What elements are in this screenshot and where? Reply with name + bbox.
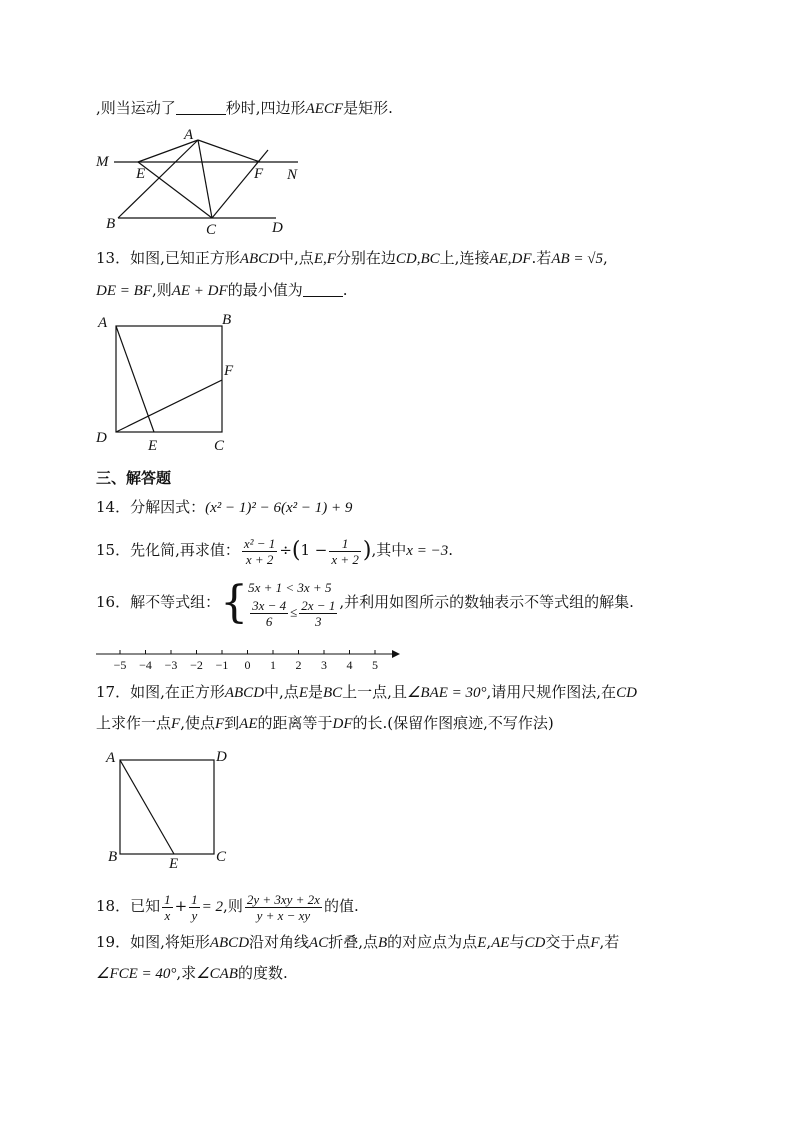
q18-fraction-y (189, 892, 200, 923)
q13-eq-ab: AB = √5 (551, 251, 603, 267)
q18-tail: 的值. (323, 897, 359, 915)
number-line-tick-label: −2 (190, 658, 203, 672)
fig17-label-e: E (169, 856, 179, 872)
figure-q13 (92, 306, 242, 458)
q13-square: ABCD (239, 251, 280, 267)
q19-segment-ae: AE (491, 935, 510, 951)
fig12-label-e: E (136, 166, 146, 182)
q19-text-d: 的对应点为点 (387, 933, 478, 951)
q12-prefix: ,则当运动了 (96, 99, 176, 117)
q15-paren-open: ( (291, 538, 301, 563)
q17-line-1 (96, 682, 637, 703)
q16-inequality-2 (248, 598, 339, 629)
number-line-tick-label: −5 (113, 658, 127, 672)
q17-text-a: 17．如图,在正方形 (96, 683, 225, 701)
number-line-tick-label: 4 (346, 658, 353, 672)
q17-point-f: F (171, 716, 181, 732)
q17-text-c: 是 (307, 683, 323, 701)
q15-den-1: x + 2 (245, 551, 274, 567)
q17-point-e: E (298, 685, 308, 701)
q13-text-b: 中,点 (279, 249, 314, 267)
q19-angle-fce: ∠FCE = 40° (96, 966, 177, 982)
fig17-label-c: C (216, 849, 227, 865)
q13-segments: AE,DF (489, 251, 532, 267)
q14-line (96, 497, 352, 518)
q15-text: 15．先化简,再求值： (96, 541, 240, 559)
q13-eq-de: DE = BF (96, 283, 152, 299)
q13-text-e: .若 (531, 249, 552, 267)
fig12-label-f: F (254, 166, 264, 182)
q19-text-i: ,求 (176, 964, 197, 982)
q19-text-f: 与 (509, 933, 525, 951)
q17-text-j: 的长.(保留作图痕迹,不写作法) (352, 714, 554, 732)
q17-text-e: ,请用尺规作图法,在 (486, 683, 617, 701)
q15-fraction-1 (242, 536, 277, 567)
q16-line (96, 572, 634, 632)
fig12-label-b: B (106, 216, 116, 232)
q18-num-y: 1 (191, 891, 198, 907)
q19-text-j: 的度数. (237, 964, 288, 982)
q19-text-a: 19．如图,将矩形 (96, 933, 210, 951)
q12-mid: 秒时,四边形 (225, 99, 306, 117)
q16-den-2: 3 (315, 613, 322, 629)
fig12-label-a: A (184, 127, 194, 143)
q17-segment-df: DF (332, 716, 353, 732)
q18-fraction-x (162, 892, 173, 923)
q18-mid: ,则 (223, 897, 243, 915)
q15-condition: x = −3 (406, 543, 449, 559)
q16-text: 16．解不等式组： (96, 593, 221, 611)
section-heading: 三、解答题 (96, 469, 172, 487)
q13-expression: AE + DF (171, 283, 228, 299)
q15-line (96, 532, 453, 569)
q13-end: . (342, 281, 348, 299)
q13-text-c: 分别在边 (335, 249, 396, 267)
q18-equals: = 2 (201, 899, 224, 915)
q19-line-1 (96, 932, 619, 953)
q18-numerator: 2y + 3xy + 2x (246, 891, 320, 907)
q19-segment-cd: CD (524, 935, 546, 951)
number-line-tick-label: 3 (321, 658, 327, 672)
q16-num-1: 3x − 4 (252, 597, 287, 613)
q18-fraction-main (245, 892, 322, 923)
fig13-label-b: B (222, 312, 232, 328)
q16-num-2: 2x − 1 (301, 597, 336, 613)
q19-text-b: 沿对角线 (249, 933, 310, 951)
fig13-label-e: E (148, 438, 158, 454)
q15-fraction-2 (329, 536, 361, 567)
q12-answer-blank[interactable] (176, 100, 226, 115)
q15-num-1: x² − 1 (243, 535, 276, 551)
q17-point-f-2: F (214, 716, 225, 732)
fig17-label-b: B (108, 849, 118, 865)
fig12-label-c: C (206, 222, 217, 238)
q18-num-x: 1 (164, 891, 171, 907)
q12-var: AECF (305, 101, 344, 117)
q19-diagonal: AC (309, 935, 329, 951)
q15-paren-close: ) (362, 538, 372, 563)
q18-line (96, 888, 359, 925)
q13-line-2 (96, 280, 347, 301)
number-line-tick-label: 5 (372, 658, 378, 672)
q16-tail: ,并利用如图所示的数轴表示不等式组的解集. (339, 593, 634, 611)
number-line-tick-label: −1 (215, 658, 229, 672)
q13-text-a: 13．如图,已知正方形 (96, 249, 240, 267)
q13-text-g: 的最小值为 (227, 281, 303, 299)
q15-end: . (448, 541, 453, 559)
q17-segment-ae: AE (239, 716, 258, 732)
q15-divide: ÷ (279, 541, 292, 559)
q17-text-h: 到 (224, 714, 240, 732)
q12-line (96, 98, 393, 119)
q13-sides: CD,BC (395, 251, 440, 267)
q16-system (248, 578, 339, 629)
figure-q17 (100, 744, 240, 872)
number-line-tick-label: −4 (139, 658, 152, 672)
q17-text-b: 中,点 (264, 683, 299, 701)
number-line-tick-label: −3 (164, 658, 178, 672)
q12-suffix: 是矩形. (343, 99, 393, 117)
q19-text-c: 折叠,点 (328, 933, 378, 951)
q19-text-h: ,若 (599, 933, 620, 951)
q17-text-f: 上求作一点 (96, 714, 172, 732)
q16-le: ≤ (290, 603, 298, 619)
q14-expression: (x² − 1)² − 6(x² − 1) + 9 (205, 500, 353, 516)
q14-text: 14．分解因式： (96, 498, 206, 516)
q19-line-2 (96, 963, 288, 984)
q18-den-x: x (164, 907, 171, 923)
q19-point-e: E (477, 935, 487, 951)
q17-line-2 (96, 713, 554, 734)
q17-angle: ∠BAE = 30° (406, 685, 487, 701)
fig12-label-d: D (272, 220, 283, 236)
fig17-label-d: D (216, 749, 227, 765)
number-line-tick-label: 1 (270, 658, 276, 672)
q13-points: E,F (313, 251, 336, 267)
fig13-label-c: C (214, 438, 225, 454)
fig12-label-n: N (287, 167, 298, 183)
q15-tail: ,其中 (371, 541, 407, 559)
q17-square: ABCD (224, 685, 265, 701)
q19-text-e: , (486, 933, 492, 951)
q16-fraction-1 (250, 598, 288, 629)
q18-text: 18．已知 (96, 897, 161, 915)
number-line-tick-label: 2 (295, 658, 302, 672)
q18-den-y: y (191, 907, 198, 923)
q19-text-g: 交于点 (545, 933, 591, 951)
q16-fraction-2 (299, 598, 337, 629)
q15-one-minus: 1 − (300, 541, 328, 559)
q13-answer-blank[interactable] (303, 282, 343, 297)
q17-text-d: 上一点,且 (342, 683, 407, 701)
q13-text-f: ,则 (151, 281, 172, 299)
q15-den-2: x + 2 (331, 551, 359, 567)
fig13-label-d: D (96, 430, 107, 446)
number-line (92, 644, 402, 674)
q17-text-i: 的距离等于 (257, 714, 333, 732)
q16-inequality-1: 5x + 1 < 3x + 5 (248, 579, 332, 595)
q17-side: BC (323, 685, 343, 701)
fig12-label-m: M (96, 154, 109, 170)
q19-angle-cab: ∠CAB (196, 966, 238, 982)
fig17-label-a: A (106, 750, 116, 766)
q13-line-1 (96, 248, 608, 269)
q15-num-2: 1 (329, 536, 361, 552)
q13-comma: , (603, 249, 608, 267)
q18-denominator: y + x − xy (256, 907, 311, 923)
q18-plus: + (174, 897, 188, 915)
q17-text-g: ,使点 (180, 714, 215, 732)
q19-point-b: B (378, 935, 388, 951)
figure-q12 (90, 122, 310, 240)
q17-side-2: CD (616, 685, 637, 701)
number-line-tick-label: 0 (244, 658, 251, 672)
fig13-label-a: A (98, 315, 108, 331)
q16-brace: { (220, 577, 249, 628)
q19-rectangle: ABCD (209, 935, 250, 951)
q19-point-f: F (590, 935, 600, 951)
q13-text-d: 上,连接 (439, 249, 490, 267)
fig13-label-f: F (224, 363, 234, 379)
q16-den-1: 6 (265, 613, 273, 629)
